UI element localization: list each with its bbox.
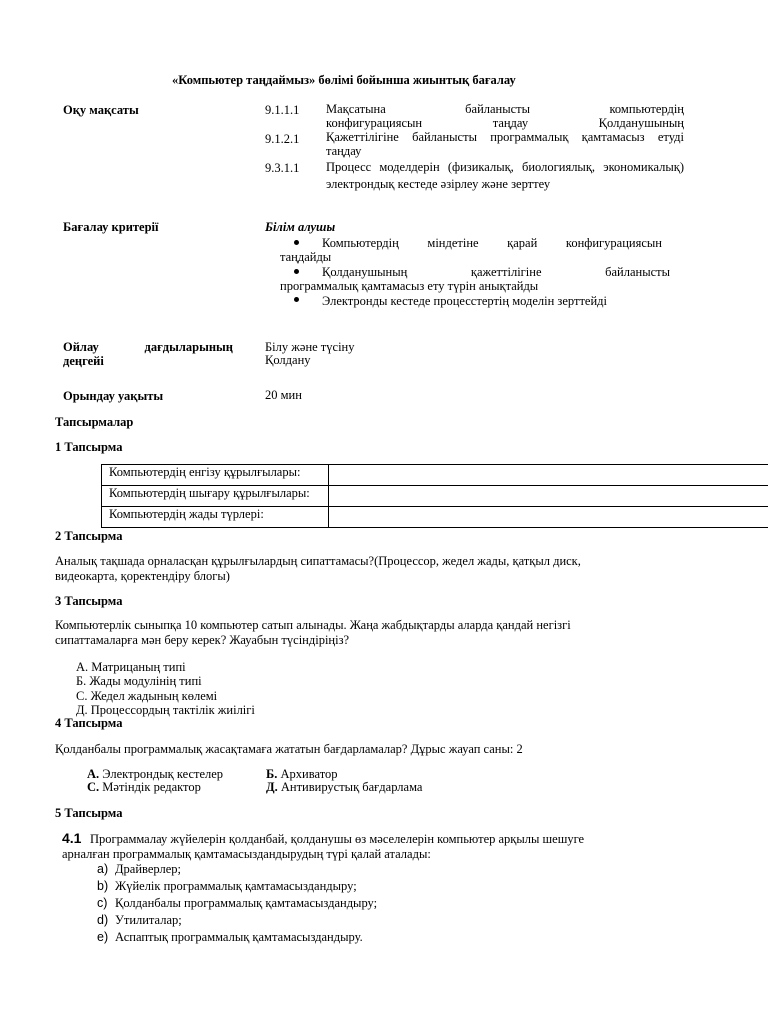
task5-text-line: арналған программалық қамтамасыздандырудың түрі қалай аталады: xyxy=(62,847,431,861)
table-row xyxy=(102,465,768,486)
option-letter: c) xyxy=(97,896,108,910)
task4-option xyxy=(266,767,338,781)
table-cell-label: Компьютердің енгізу құрылғылары: xyxy=(102,465,329,486)
task2-text-line: Аналық тақшада орналасқан құрылғылардың сипаттамасы?(Процессор, жедел жады, қатқыл диск, xyxy=(55,554,581,568)
table-cell-label: Компьютердің шығару құрылғылары: xyxy=(102,486,329,507)
option-letter: А. xyxy=(87,767,100,781)
task3-option: Б. Жады модулінің типі xyxy=(76,674,202,688)
bullet-icon xyxy=(294,240,299,245)
option-letter: Д. xyxy=(266,780,278,794)
task3-text-line: Компьютерлік сыныпқа 10 компьютер сатып алынады. Жаңа жабдықтарды аларда қандай негізгі xyxy=(55,618,571,632)
task5-option xyxy=(97,879,357,893)
task5-option xyxy=(97,913,182,927)
option-text: Қолданбалы программалық қамтамасыздандыру; xyxy=(115,896,378,910)
task2-text-line: видеокарта, қоректендіру блогы) xyxy=(55,569,230,583)
task3-option: С. Жедел жадының көлемі xyxy=(76,689,218,703)
table-row xyxy=(102,507,768,528)
objective-text-line: электрондық кестеде әзірлеу және зерттеу xyxy=(326,177,551,191)
criteria-item-line: таңдайды xyxy=(280,250,332,264)
objective-code: 9.1.1.1 xyxy=(265,103,300,117)
option-letter: d) xyxy=(97,913,109,927)
task3-option: А. Матрицаның типі xyxy=(76,660,186,674)
question-number: 4.1 xyxy=(62,830,82,846)
option-letter: a) xyxy=(97,862,109,876)
option-text: Архиватор xyxy=(280,767,338,781)
answer-cell[interactable] xyxy=(329,507,768,528)
option-text: Утилиталар; xyxy=(115,913,182,927)
table-row xyxy=(102,486,768,507)
tasks-heading: Тапсырмалар xyxy=(55,415,134,429)
option-letter: b) xyxy=(97,879,109,893)
task3-option: Д. Процессордың тактілік жиілігі xyxy=(76,703,255,717)
bullet-icon xyxy=(294,297,299,302)
task4-heading: 4 Тапсырма xyxy=(55,716,123,730)
objective-text-line: Қажеттілігіне байланысты программалық қамтамасыз етуді xyxy=(326,130,684,144)
task4-option xyxy=(87,780,201,794)
task5-heading: 5 Тапсырма xyxy=(55,806,123,820)
objectives-label: Оқу мақсаты xyxy=(63,103,139,117)
time-label: Орындау уақыты xyxy=(63,389,164,403)
option-letter: Б. xyxy=(266,767,278,781)
task1-table xyxy=(101,464,768,528)
task5-option xyxy=(97,862,181,876)
objective-code: 9.3.1.1 xyxy=(265,161,300,175)
task1-heading: 1 Тапсырма xyxy=(55,440,123,454)
objective-text-line: Мақсатына байланысты компьютердің xyxy=(326,102,684,116)
task5-option xyxy=(97,930,363,944)
task4-question: Қолданбалы программалық жасақтамаға жататын бағдарламалар? Дұрыс жауап саны: 2 xyxy=(55,742,523,756)
answer-cell[interactable] xyxy=(329,465,768,486)
objective-text-line: Процесс моделдерін (физикалық, биологиялық, экономикалық) xyxy=(326,160,684,174)
criteria-item-line: Электронды кестеде процесстертің моделін зерттейді xyxy=(322,294,607,308)
task4-option xyxy=(87,767,223,781)
bullet-icon xyxy=(294,269,299,274)
criteria-label: Бағалау критерії xyxy=(63,220,159,234)
table-cell-label: Компьютердің жады түрлері: xyxy=(102,507,329,528)
objective-text-line: конфигурациясын таңдау Қолданушының xyxy=(326,116,684,130)
thinking-label: деңгейі xyxy=(63,354,104,368)
objective-text-line: таңдау xyxy=(326,144,362,158)
task2-heading: 2 Тапсырма xyxy=(55,529,123,543)
task3-text-line: сипаттамаларға мән беру керек? Жауабын түсіндіріңіз? xyxy=(55,633,350,647)
time-value: 20 мин xyxy=(265,388,302,402)
criteria-item-line: Қолданушының қажеттілігіне байланысты xyxy=(322,265,670,279)
option-text: Электрондық кестелер xyxy=(102,767,224,781)
objective-code: 9.1.2.1 xyxy=(265,132,300,146)
task5-option xyxy=(97,896,377,910)
answer-cell[interactable] xyxy=(329,486,768,507)
option-text: Мәтіндік редактор xyxy=(102,780,201,794)
criteria-item-line: программалық қамтамасыз ету түрін анықтайды xyxy=(280,279,539,293)
option-text: Антивирустық бағдарлама xyxy=(280,780,423,794)
thinking-label: Ойлау дағдыларының xyxy=(63,340,233,354)
thinking-value: Қолдану xyxy=(265,353,311,367)
thinking-value: Білу және түсіну xyxy=(265,340,355,354)
criteria-item-line: Компьютердің міндетіне қарай конфигурациясын xyxy=(322,236,662,250)
option-text: Аспаптық программалық қамтамасыздандыру. xyxy=(115,930,363,944)
task3-heading: 3 Тапсырма xyxy=(55,594,123,608)
option-text: Жүйелік программалық қамтамасыздандыру; xyxy=(115,879,357,893)
option-letter: e) xyxy=(97,930,109,944)
option-text: Драйверлер; xyxy=(115,862,181,876)
task4-option xyxy=(266,780,422,794)
task5-text-line: Программалау жүйелерін қолданбай, қолданушы өз мәселелерін компьютер арқылы шешуге xyxy=(90,832,585,846)
page-title: «Компьютер таңдаймыз» бөлімі бойынша жиынтық бағалау xyxy=(172,73,516,87)
learner-label: Білім алушы xyxy=(265,220,336,234)
option-letter: С. xyxy=(87,780,100,794)
